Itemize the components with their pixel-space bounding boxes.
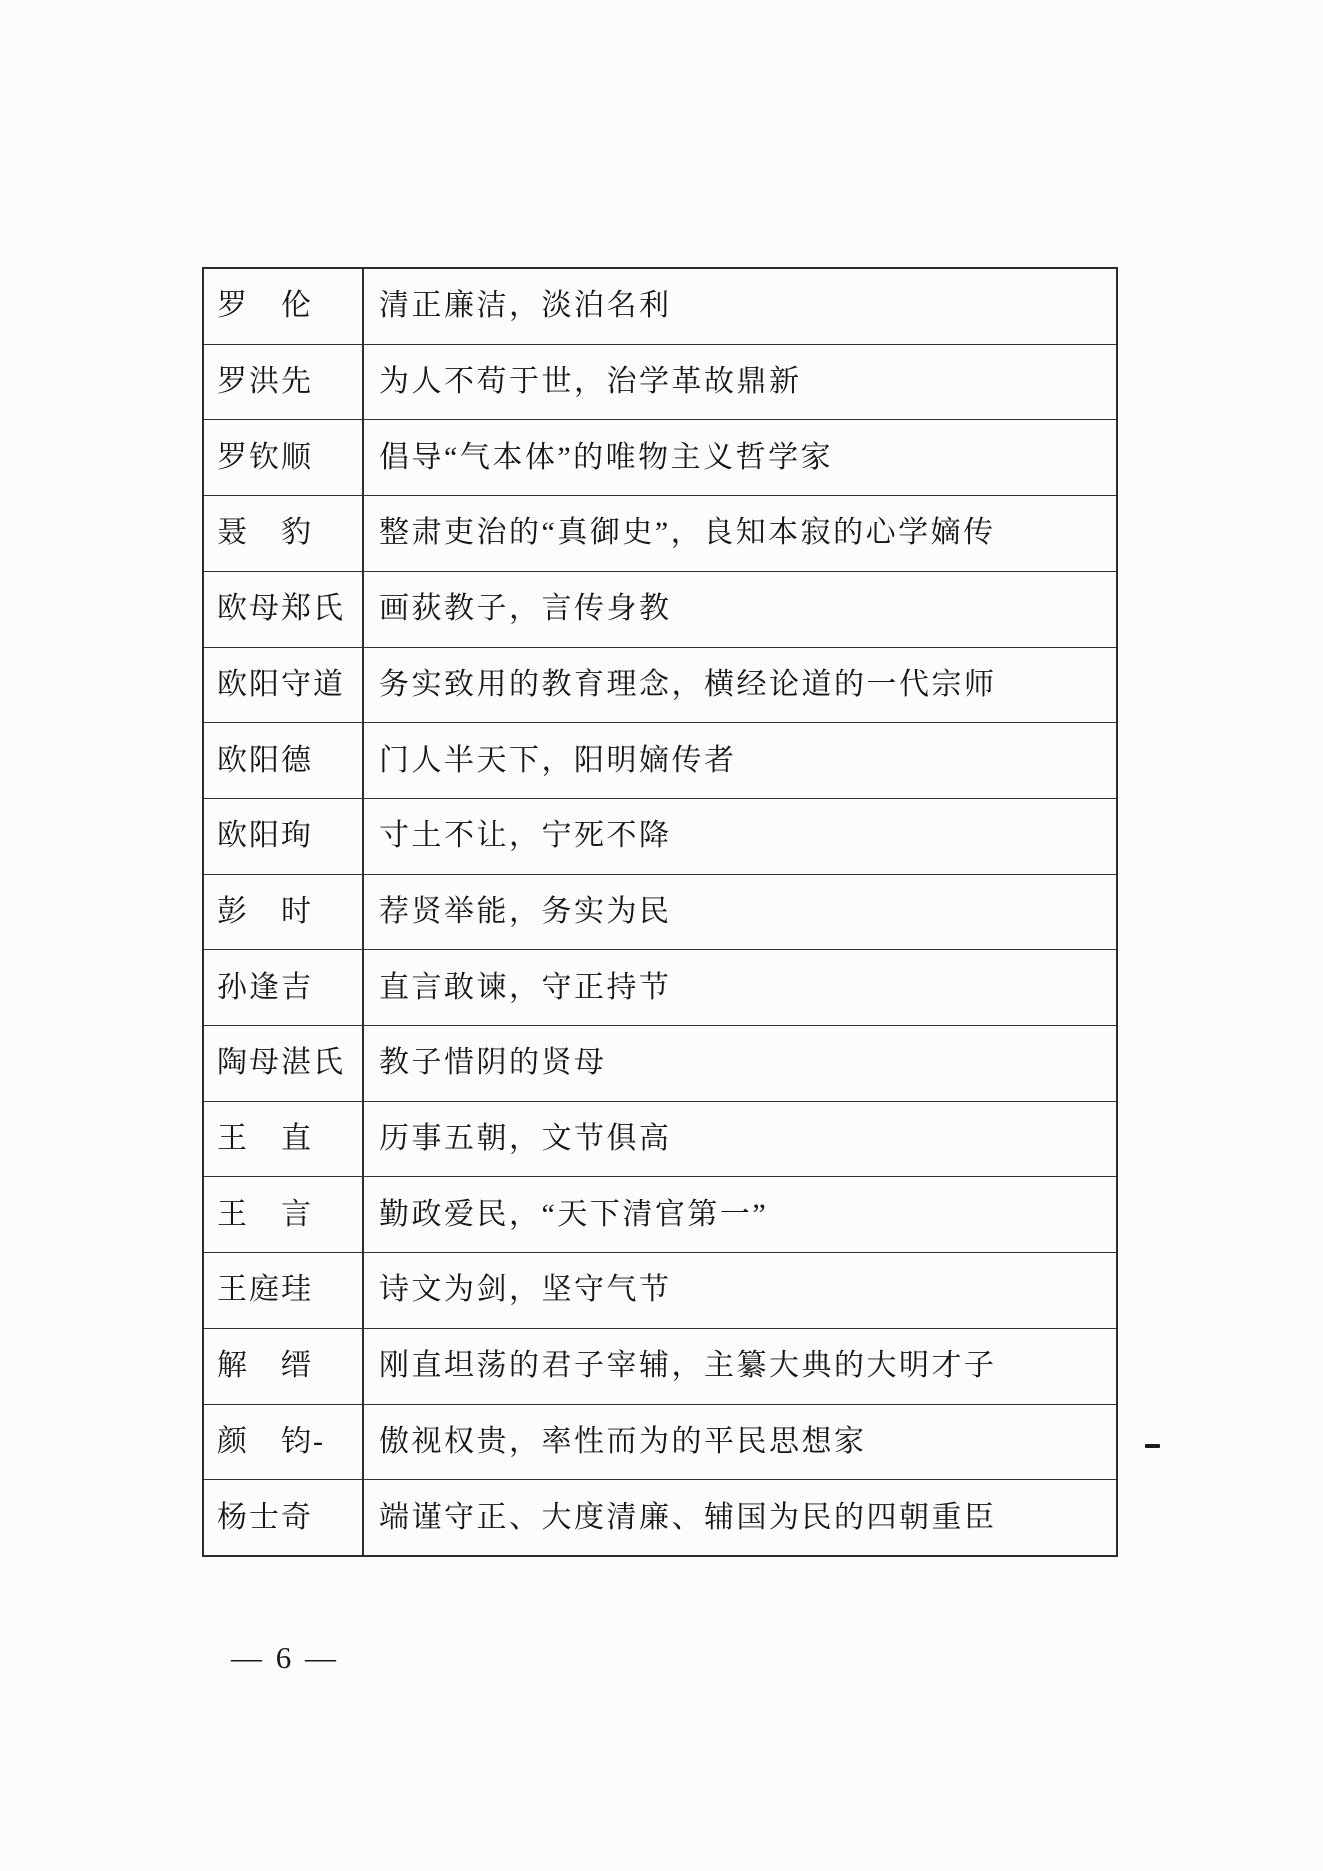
name-cell: 王庭珪 [204,1253,364,1328]
name-cell: 解 缙 [204,1329,364,1404]
name-cell: 罗钦顺 [204,420,364,495]
table-row [204,1102,1116,1178]
table-row [204,799,1116,875]
name-cell: 欧阳德 [204,723,364,798]
biography-table [202,267,1118,1557]
description-cell: 荐贤举能，务实为民 [379,894,672,928]
name-cell: 杨士奇 [204,1480,364,1555]
description-cell: 教子惜阴的贤母 [379,1046,607,1080]
name-cell: 欧阳珣 [204,799,364,874]
page-number: — 6 — [231,1640,339,1675]
table-row [204,875,1116,951]
table-row [204,572,1116,648]
name-cell: 颜 钧- [204,1405,364,1480]
name-cell: 罗洪先 [204,345,364,420]
description-cell: 直言敢谏，守正持节 [379,970,672,1004]
table-row [204,269,1116,345]
table-row [204,1329,1116,1405]
table-row [204,1405,1116,1481]
description-cell: 傲视权贵，率性而为的平民思想家 [379,1424,867,1458]
name-cell: 孙逢吉 [204,950,364,1025]
table-row [204,648,1116,724]
table-row [204,1026,1116,1102]
name-cell: 彭 时 [204,875,364,950]
description-cell: 门人半天下，阳明嫡传者 [379,743,737,777]
name-cell: 王 直 [204,1102,364,1177]
description-cell: 倡导“气本体”的唯物主义哲学家 [379,440,834,474]
description-cell: 寸土不让，宁死不降 [379,819,672,853]
name-cell: 聂 豹 [204,496,364,571]
name-cell: 陶母湛氏 [204,1026,364,1101]
description-cell: 端谨守正、大度清廉、辅国为民的四朝重臣 [379,1500,997,1534]
description-cell: 为人不苟于世，治学革故鼎新 [379,365,802,399]
description-cell: 画荻教子，言传身教 [379,592,672,626]
table-row [204,1177,1116,1253]
name-cell: 欧母郑氏 [204,572,364,647]
description-cell: 整肃吏治的“真御史”，良知本寂的心学嫡传 [379,516,996,550]
stray-dash-mark [1145,1444,1160,1448]
description-cell: 诗文为剑，坚守气节 [379,1273,672,1307]
description-cell: 勤政爱民，“天下清官第一” [379,1197,769,1231]
table-row [204,496,1116,572]
table-row [204,950,1116,1026]
table-row [204,1480,1116,1555]
description-cell: 历事五朝，文节俱高 [379,1122,672,1156]
table-row [204,723,1116,799]
description-cell: 清正廉洁，淡泊名利 [379,289,672,323]
table-row [204,345,1116,421]
name-cell: 罗 伦 [204,269,364,344]
table-row [204,420,1116,496]
name-cell: 王 言 [204,1177,364,1252]
name-cell: 欧阳守道 [204,648,364,723]
description-cell: 刚直坦荡的君子宰辅，主纂大典的大明才子 [379,1349,997,1383]
description-cell: 务实致用的教育理念，横经论道的一代宗师 [379,667,997,701]
table-row [204,1253,1116,1329]
